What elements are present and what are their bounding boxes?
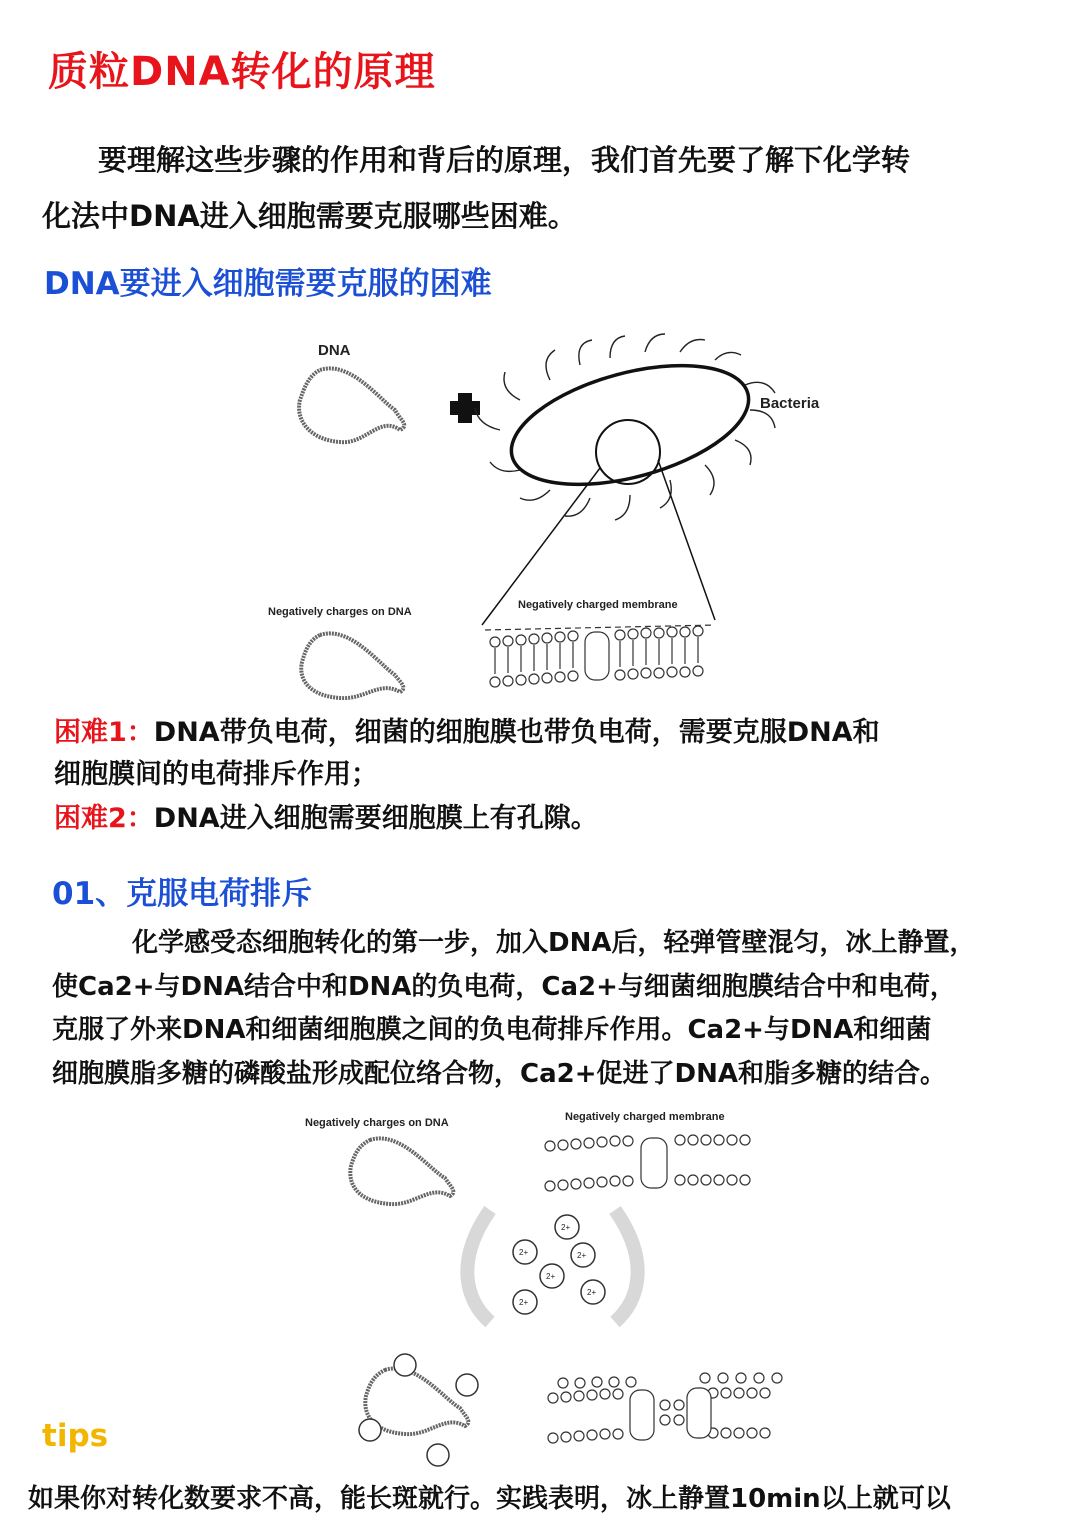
body-paragraph [52, 922, 1062, 1096]
svg-text:2+: 2+ [519, 1298, 529, 1307]
membrane-bilayer [485, 625, 715, 687]
svg-text:2+: 2+ [519, 1248, 529, 1257]
dna-plasmid-shape [299, 368, 404, 442]
dna-label: DNA [318, 342, 351, 359]
bottom-text: 如果你对转化数要求不高，能长斑就行。实践表明，冰上静置10min以上就可以 [28, 1484, 951, 1514]
body-line-3: 克服了外来DNA和细菌细胞膜之间的负电荷排斥作用。Ca2+与DNA和细菌 [52, 1015, 932, 1045]
body-line-2: 使Ca2+与DNA结合中和DNA的负电荷，Ca2+与细菌细胞膜结合中和电荷， [52, 971, 956, 1002]
difficulty-1-text-line1: DNA带负电荷，细菌的细胞膜也带负电荷，需要克服DNA和 [153, 717, 880, 748]
svg-text:2+: 2+ [587, 1288, 597, 1297]
intro-paragraph [42, 132, 1052, 244]
intro-line-1: 要理解这些步骤的作用和背后的原理，我们首先要了解下化学转 [98, 143, 911, 177]
figure-dna-and-bacteria [250, 330, 870, 700]
difficulty-2-text: DNA进入细胞需要细胞膜上有孔隙。 [153, 803, 598, 834]
difficulty-2 [54, 798, 1054, 840]
arrow-right [615, 1210, 638, 1322]
svg-text:2+: 2+ [561, 1223, 571, 1232]
subsection-heading: 01、克服电荷排斥 [52, 876, 313, 912]
neg-membrane-label: Negatively charged membrane [518, 599, 678, 611]
body-line-4: 细胞膜脂多糖的磷酸盐形成配位络合物，Ca2+促进了DNA和脂多糖的结合。 [52, 1058, 946, 1089]
fig2-dna-with-ca [365, 1368, 468, 1434]
intro-line-2: 化法中DNA进入细胞需要克服哪些困难。 [42, 199, 577, 233]
body-line-1: 化学感受态细胞转化的第一步，加入DNA后，轻弹管壁混匀，冰上静置， [132, 928, 976, 958]
fig2-dna-plasmid [350, 1138, 453, 1204]
bacteria-label: Bacteria [760, 395, 820, 412]
fig2-membrane-bottom [548, 1373, 782, 1443]
section-heading: DNA要进入细胞需要克服的困难 [44, 266, 492, 302]
arrow-left [467, 1210, 490, 1322]
tips-label: tips [42, 1418, 109, 1454]
dna-plasmid-negative [301, 633, 403, 698]
difficulty-2-key: 困难2： [54, 803, 154, 834]
bacteria-cell [499, 343, 762, 507]
fig2-membrane-top [545, 1135, 750, 1191]
fig2-neg-membrane-label: Negatively charged membrane [565, 1111, 725, 1123]
difficulty-1-text-line2: 细胞膜间的电荷排斥作用； [54, 759, 378, 790]
svg-text:2+: 2+ [546, 1272, 556, 1281]
svg-text:2+: 2+ [577, 1251, 587, 1260]
figure-calcium-binding [295, 1100, 795, 1470]
fig2-neg-dna-label: Negatively charges on DNA [305, 1117, 449, 1129]
zoom-line-right [658, 460, 715, 620]
page-title: 质粒DNA转化的原理 [48, 49, 436, 95]
bound-ca-on-dna [359, 1354, 478, 1466]
difficulty-1-key: 困难1： [54, 717, 154, 748]
difficulty-1 [54, 712, 1054, 796]
neg-dna-label: Negatively charges on DNA [268, 606, 412, 618]
